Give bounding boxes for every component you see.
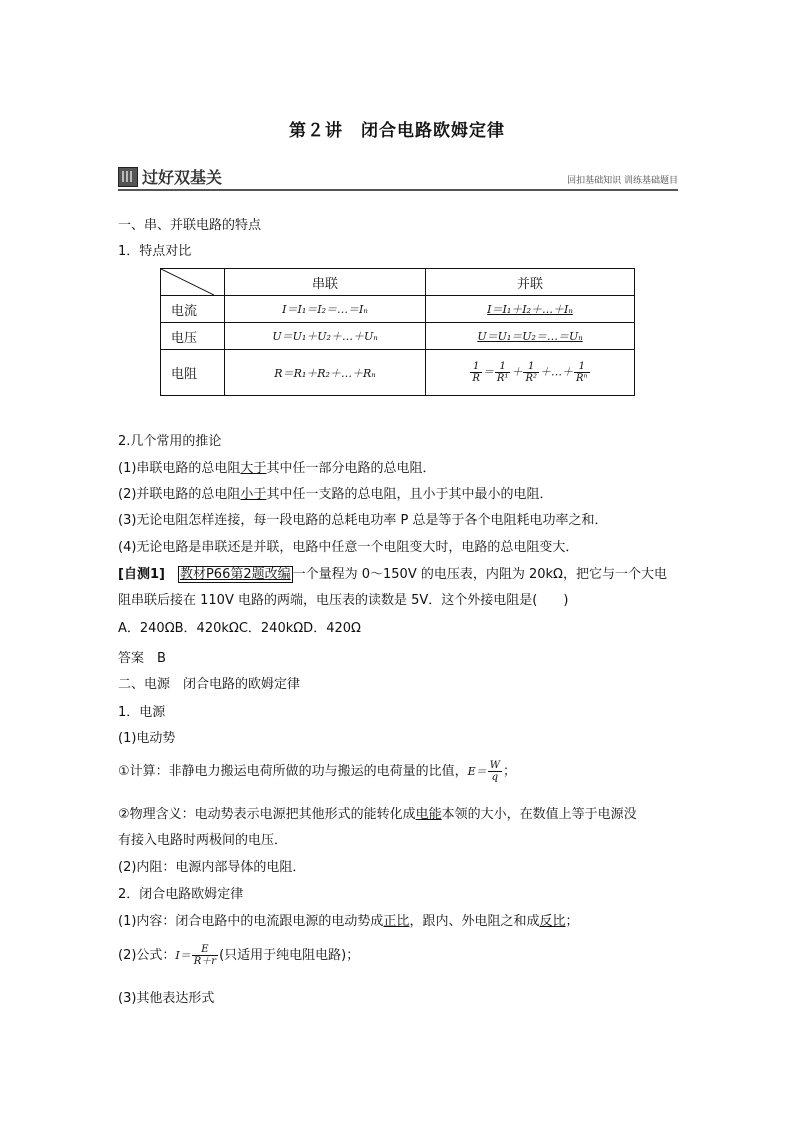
row-label: 电流	[161, 296, 225, 323]
section-heading: 一、串、并联电路的特点	[118, 218, 262, 233]
fraction-numerator: 1	[495, 361, 511, 373]
sub-item: (3)其他表达形式	[118, 991, 215, 1006]
sub-item: (1)电动势	[118, 731, 176, 746]
sub-heading: 2．闭合电路欧姆定律	[118, 887, 244, 902]
section-heading: 二、电源 闭合电路的欧姆定律	[118, 677, 301, 692]
comparison-table	[160, 268, 635, 396]
fill-blank-answer: 正比	[383, 914, 410, 929]
diagonal-corner-cell	[161, 269, 225, 296]
definition-line: (1)内容：闭合电路中的电流跟电源的电动势成正比，跟内、外电阻之和成反比；	[118, 914, 579, 929]
table-row	[161, 323, 635, 350]
series-cell: U＝U₁＋U₂＋…＋Uₙ	[225, 323, 426, 350]
inference-item: (1)串联电路的总电阻大于其中任一部分电路的总电阻．	[118, 461, 436, 476]
sub-heading: 1．特点对比	[118, 244, 192, 259]
fill-blank-answer: 小于	[240, 487, 267, 502]
diagonal-line-icon	[161, 269, 214, 295]
fill-blank-answer: 电能	[415, 807, 442, 822]
formula-operator: ＋	[511, 365, 523, 379]
fraction-numerator: 1	[470, 361, 482, 373]
sub-heading: 2.几个常用的推论	[118, 434, 222, 449]
exercise-tag: [自测1]	[118, 567, 165, 582]
book-icon	[118, 167, 138, 187]
exercise-question-cont: 阻串联后接在 110V 电路的两端，电压表的读数是 5V．这个外接电阻是( )	[118, 593, 569, 608]
fraction-denominator: R	[472, 373, 480, 384]
fraction-denominator: Rⁿ	[576, 373, 588, 384]
fraction-denominator: R²	[525, 373, 538, 384]
inference-item: (2)并联电路的总电阻小于其中任一支路的总电阻，且小于其中最小的电阻．	[118, 487, 553, 502]
banner-divider	[118, 189, 678, 191]
definition-line: ②物理含义：电动势表示电源把其他形式的能转化成电能本领的大小，在数值上等于电源没	[118, 807, 637, 822]
inference-item: (3)无论电阻怎样连接，每一段电路的总耗电功率 P 总是等于各个电阻耗电功率之和．	[118, 513, 608, 528]
exercise-question: [自测1] 教材P66第2题改编 一个量程为 0～150V 的电压表，内阻为 20kΩ，把它与一个大电	[118, 567, 667, 582]
section-banner	[118, 165, 678, 191]
exercise-options: A．240ΩB．420kΩC．240kΩD．420Ω	[118, 621, 361, 636]
fill-blank-answer: 反比	[539, 914, 566, 929]
formula-operator: ＝	[482, 365, 494, 379]
sub-heading: 1．电源	[118, 705, 166, 720]
series-cell: I＝I₁＝I₂＝…＝Iₙ	[225, 296, 426, 323]
page-title: 第２讲 闭合电路欧姆定律	[289, 121, 505, 141]
parallel-cell: I＝I₁＋I₂＋…＋Iₙ	[426, 296, 635, 323]
formula-line: (2)公式：I＝ $\frac{E}{R+r}$ (只适用于纯电阻电路)；	[118, 944, 360, 967]
series-cell: R＝R₁＋R₂＋…＋Rₙ	[225, 350, 426, 396]
table-row	[161, 296, 635, 323]
fraction-numerator: 1	[523, 361, 539, 373]
fraction-denominator: R¹	[496, 373, 509, 384]
formula-operator: ＋…＋	[540, 365, 574, 379]
parallel-cell: U＝U₁＝U₂＝…＝Uₙ	[426, 323, 635, 350]
banner-subtitle: 回扣基础知识 训练基础题目	[567, 176, 678, 186]
row-label: 电压	[161, 323, 225, 350]
column-header-series: 串联	[225, 269, 426, 296]
row-label: 电阻	[161, 350, 225, 396]
parallel-resistance-formula	[426, 350, 635, 396]
exercise-answer: 答案 B	[118, 651, 166, 666]
fill-blank-answer: 大于	[240, 461, 267, 476]
table-row	[161, 350, 635, 396]
exercise-source: 教材P66第2题改编	[179, 567, 291, 582]
inference-item: (4)无论电路是串联还是并联，电路中任意一个电阻变大时，电路的总电阻变大．	[118, 540, 579, 555]
definition-line: 有接入电路时两极间的电压．	[118, 833, 288, 848]
sub-item: (2)内阻：电源内部导体的电阻．	[118, 860, 306, 875]
fraction-numerator: 1	[574, 361, 590, 373]
table-header-row	[161, 269, 635, 296]
banner-title: 过好双基关	[142, 168, 223, 187]
definition-line: ①计算：非静电力搬运电荷所做的功与搬运的电荷量的比值，E＝ $\frac{W}{q}$ ；	[118, 760, 516, 783]
column-header-parallel: 并联	[426, 269, 635, 296]
